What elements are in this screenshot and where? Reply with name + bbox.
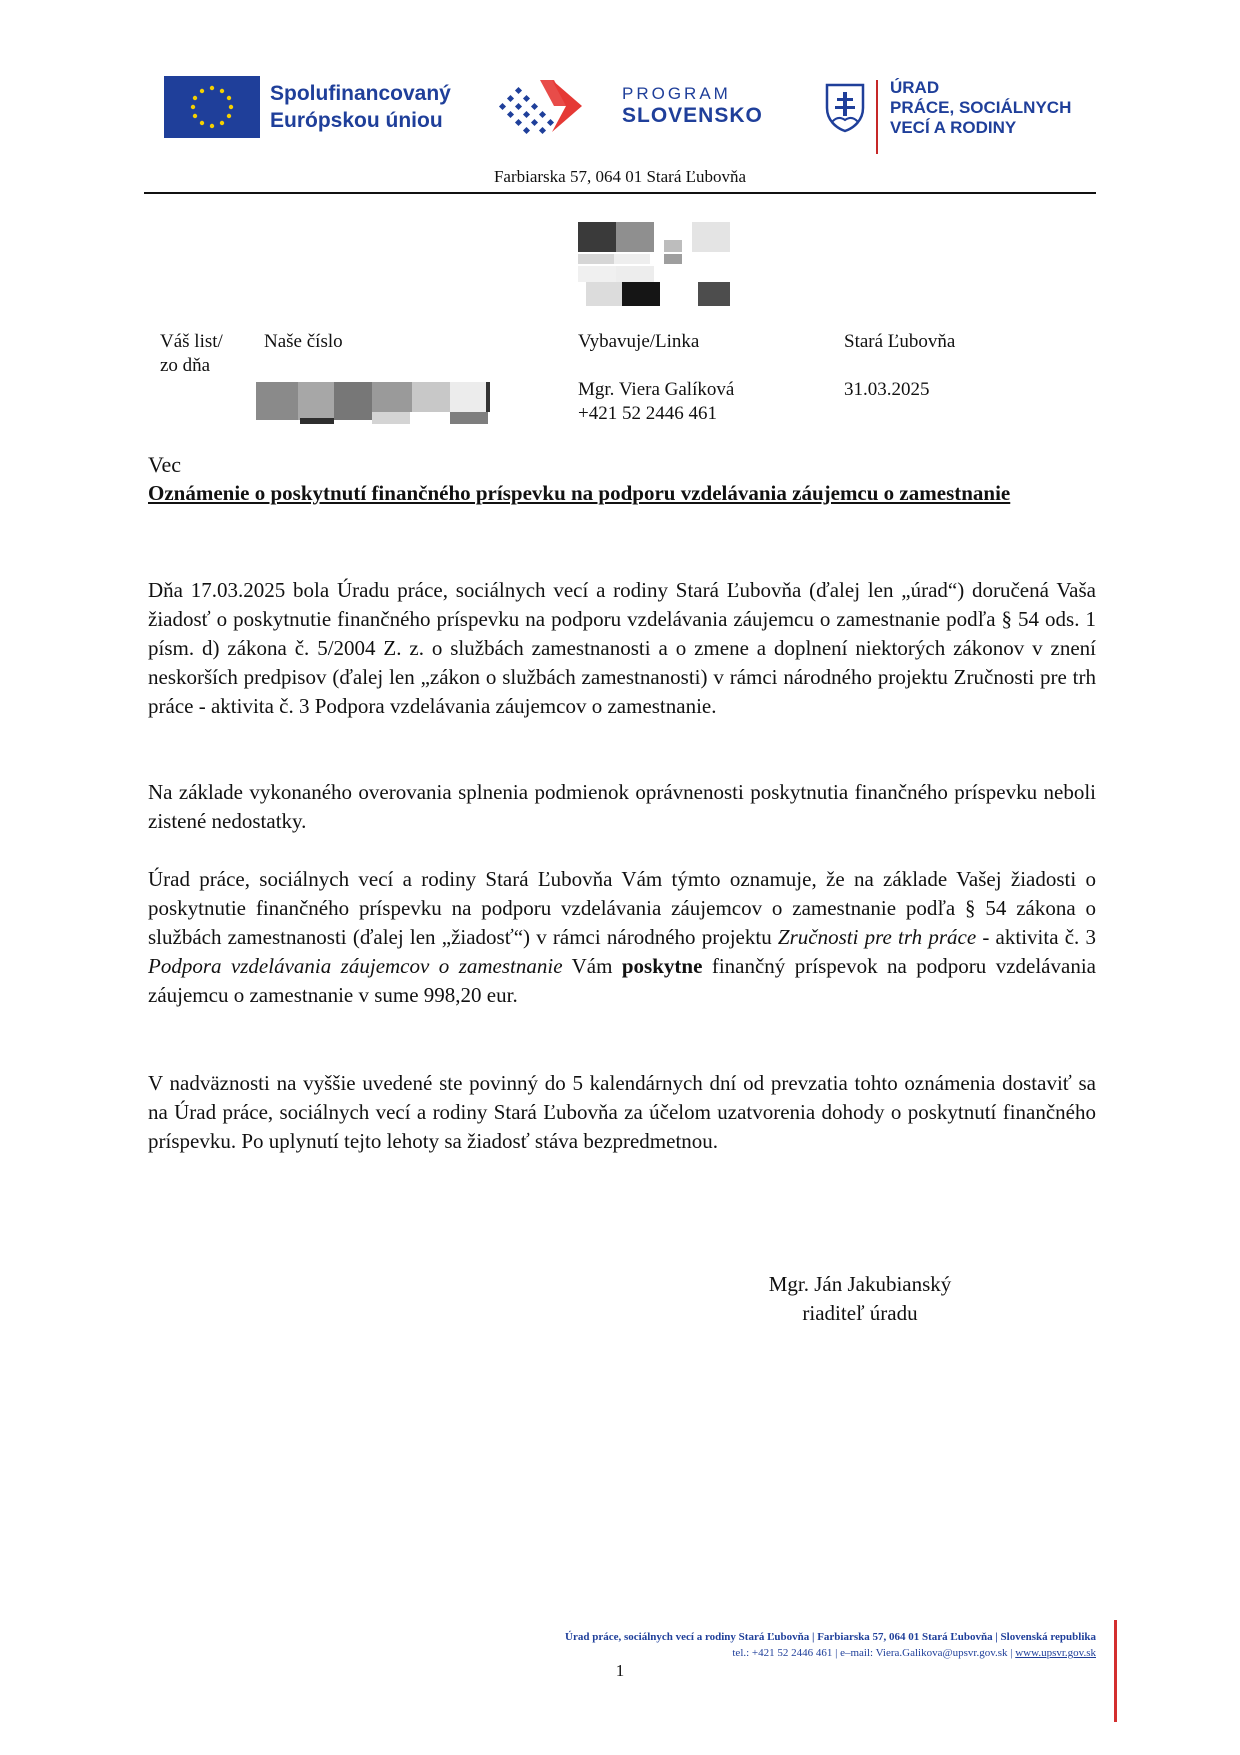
body-paragraph-4: V nadväznosti na vyššie uvedené ste povinný do 5 kalendárnych dní od prevzatia tohto oznámenia dostaviť sa na Úrad práce, sociálnych vecí a rodiny Stará Ľubovňa za účelom uzatvorenia dohody o poskytnutí finančného príspevku. Po uplynutí tejto lehoty sa žiadosť stáva bezpredmetnou.: [148, 1071, 1096, 1153]
handled-by-phone: +421 52 2446 461: [578, 403, 717, 424]
upsvr-text-line3: VECÍ A RODINY: [890, 118, 1017, 137]
p3-text-a: Úrad práce, sociálnych vecí a rodiny Stará Ľubovňa Vám týmto oznamuje, že na základe Vašej žiadosti o poskytnutie finančného príspevku na podporu vzdelávania záujemcov o zamestnanie podľa § 54 zákona o službách zamestnanosti (ďalej len „žiadosť“) v rámci národného projektu: [148, 867, 1096, 949]
program-slovensko-logo: [494, 76, 610, 138]
eu-text-line2: Európskou úniou: [270, 109, 443, 132]
eu-flag-logo: [164, 76, 260, 138]
body-paragraph-2: Na základe vykonaného overovania splnenia podmienok oprávnenosti poskytnutia finančného príspevku neboli zistené nedostatky.: [148, 780, 1096, 833]
header-rule: [144, 192, 1096, 194]
program-diamond-icon: [494, 76, 610, 138]
body-paragraph-1: Dňa 17.03.2025 bola Úradu práce, sociálnych vecí a rodiny Stará Ľubovňa (ďalej len „úrad“) doručená Vaša žiadosť o poskytnutie finančného príspevku na podporu vzdelávania záujemcu o zamestnanie podľa § 54 ods. 1 písm. d) zákona č. 5/2004 Z. z. o službách zamestnanosti a o zmene a doplnení niektorých zákonov v znení neskorších predpisov (ďalej len „zákon o službách zamestnanosti) v rámci národného projektu Zručnosti pre trh práce - aktivita č. 3 Podpora vzdelávania záujemcov o zamestnanie.: [148, 578, 1096, 718]
page-number: 1: [615, 1661, 625, 1680]
upsvr-text-line2: PRÁCE, SOCIÁLNYCH: [890, 98, 1072, 117]
letter-date: 31.03.2025: [844, 379, 930, 400]
footer-email[interactable]: e–mail: Viera.Galikova@upsvr.gov.sk: [840, 1647, 1008, 1659]
eu-cofinanced-text: [270, 80, 451, 134]
your-letter-label-line1: Váš list/: [160, 331, 223, 352]
our-number-label: Naše číslo: [264, 331, 343, 352]
slovensko-text: SLOVENSKO: [622, 104, 763, 127]
p3-bold-verb: poskytne: [621, 954, 703, 978]
signatory-block: [700, 1270, 1020, 1328]
upsvr-text-line1: ÚRAD: [890, 78, 940, 97]
handled-by-contact: [578, 378, 734, 426]
body-paragraph-3: [148, 865, 1096, 1010]
program-text: PROGRAM: [622, 84, 731, 103]
p3-project-name: Zručnosti pre trh práce: [777, 925, 977, 949]
footer-red-bar: [1114, 1620, 1117, 1722]
footer-organization: Úrad práce, sociálnych vecí a rodiny Stará Ľubovňa | Farbiarska 57, 064 01 Stará Ľubovňa | Slovenská republika: [565, 1631, 1096, 1643]
your-letter-label-line2: zo dňa: [160, 355, 211, 376]
p3-activity-name: Podpora vzdelávania záujemcov o zamestnanie: [148, 954, 563, 978]
signatory-title: riaditeľ úradu: [802, 1301, 918, 1325]
subject-title: Oznámenie o poskytnutí finančného príspevku na podporu vzdelávania záujemcu o zamestnanie: [148, 481, 1011, 505]
slovak-coat-of-arms-icon: [824, 82, 866, 134]
your-letter-label: [160, 330, 223, 378]
footer-phone: tel.: +421 52 2446 461: [732, 1647, 833, 1659]
upsvr-logo-text: [890, 78, 1071, 138]
city-label: Stará Ľubovňa: [844, 331, 956, 352]
p3-text-b: - aktivita č. 3: [976, 925, 1096, 949]
handled-by-name: Mgr. Viera Galíková: [578, 379, 735, 400]
footer-contact: tel.: +421 52 2446 461 | e–mail: Viera.Galikova@upsvr.gov.sk | www.upsvr.gov.sk: [732, 1647, 1096, 1659]
p3-text-c: Vám: [562, 954, 622, 978]
header-address: Farbiarska 57, 064 01 Stará Ľubovňa: [493, 167, 747, 186]
eu-text-line1: Spolufinancovaný: [270, 82, 451, 105]
p3-text-d: finančný príspevok na podporu vzdelávania záujemcu o zamestnanie v sume 998,20 eur.: [148, 954, 1096, 1007]
eu-stars-icon: [164, 76, 260, 138]
signatory-name: Mgr. Ján Jakubianský: [768, 1272, 952, 1296]
handled-by-label: Vybavuje/Linka: [578, 331, 700, 352]
subject-label: Vec: [148, 452, 181, 477]
footer-website-link[interactable]: www.upsvr.gov.sk: [1015, 1647, 1096, 1659]
upsvr-divider: [876, 80, 878, 154]
